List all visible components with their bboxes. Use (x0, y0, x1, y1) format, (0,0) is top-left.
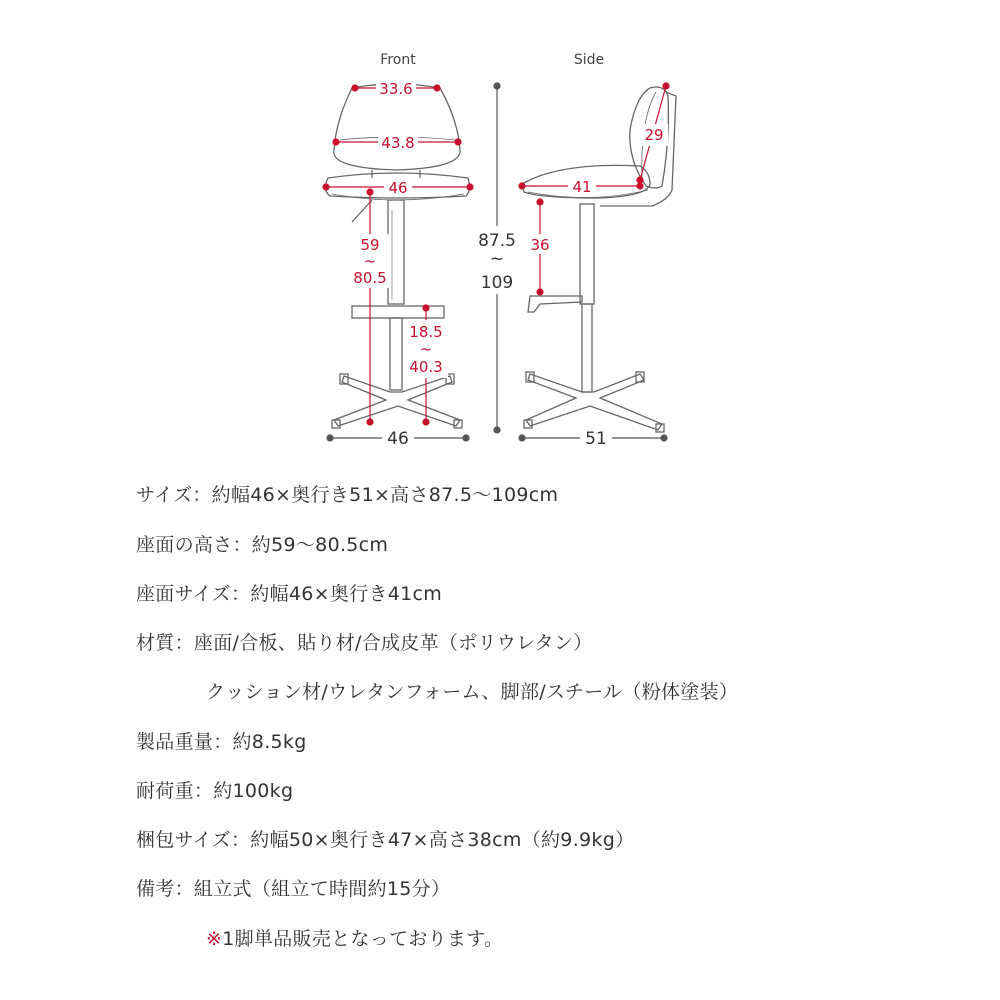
footrest-max-label: 40.3 (409, 358, 443, 376)
backrest-height-label: 29 (644, 126, 664, 144)
spec-weight: 製品重量：約8.5kg (136, 731, 307, 753)
backrest-top-width-label: 33.6 (379, 80, 413, 98)
spec-package-size: 梱包サイズ：約幅50×奥行き47×高さ38cm（約9.9kg） (136, 829, 635, 851)
footrest-min-label: 18.5 (409, 323, 443, 341)
side-base-depth-label: 51 (585, 429, 607, 449)
spec-material: 材質：座面/合板、貼り材/合成皮革（ポリウレタン） (136, 632, 593, 654)
side-view-label: Side (573, 52, 605, 68)
seat-height-max-label: 80.5 (353, 269, 387, 287)
sales-note (206, 924, 503, 951)
overall-height-min-label: 87.5 (478, 231, 516, 251)
note-text: 1脚単品販売となっております。 (222, 928, 504, 950)
seat-to-foot-label: 36 (530, 236, 550, 254)
backrest-width-label: 43.8 (381, 134, 415, 152)
spec-seat-height: 座面の高さ：約59～80.5cm (136, 534, 389, 556)
seat-width-label: 46 (388, 179, 408, 197)
spec-material-continued: クッション材/ウレタンフォーム、脚部/スチール（粉体塗装） (206, 681, 739, 703)
seat-height-tilde: ~ (363, 252, 377, 270)
spec-seat-size: 座面サイズ：約幅46×奥行き41cm (136, 583, 443, 605)
overall-height-tilde: ~ (489, 249, 505, 269)
spec-load-capacity: 耐荷重：約100kg (136, 780, 294, 802)
front-base-width-label: 46 (387, 429, 409, 449)
overall-height-max-label: 109 (480, 273, 514, 293)
spec-remarks: 備考：組立式（組立て時間約15分） (136, 878, 451, 900)
spec-size: サイズ：約幅46×奥行き51×高さ87.5～109cm (136, 484, 559, 506)
seat-depth-label: 41 (572, 178, 592, 196)
note-mark: ※ (206, 928, 223, 950)
dimension-diagram (0, 0, 1000, 460)
seat-height-min-label: 59 (360, 236, 380, 254)
front-view-label: Front (380, 52, 416, 68)
footrest-tilde: ~ (419, 340, 433, 358)
